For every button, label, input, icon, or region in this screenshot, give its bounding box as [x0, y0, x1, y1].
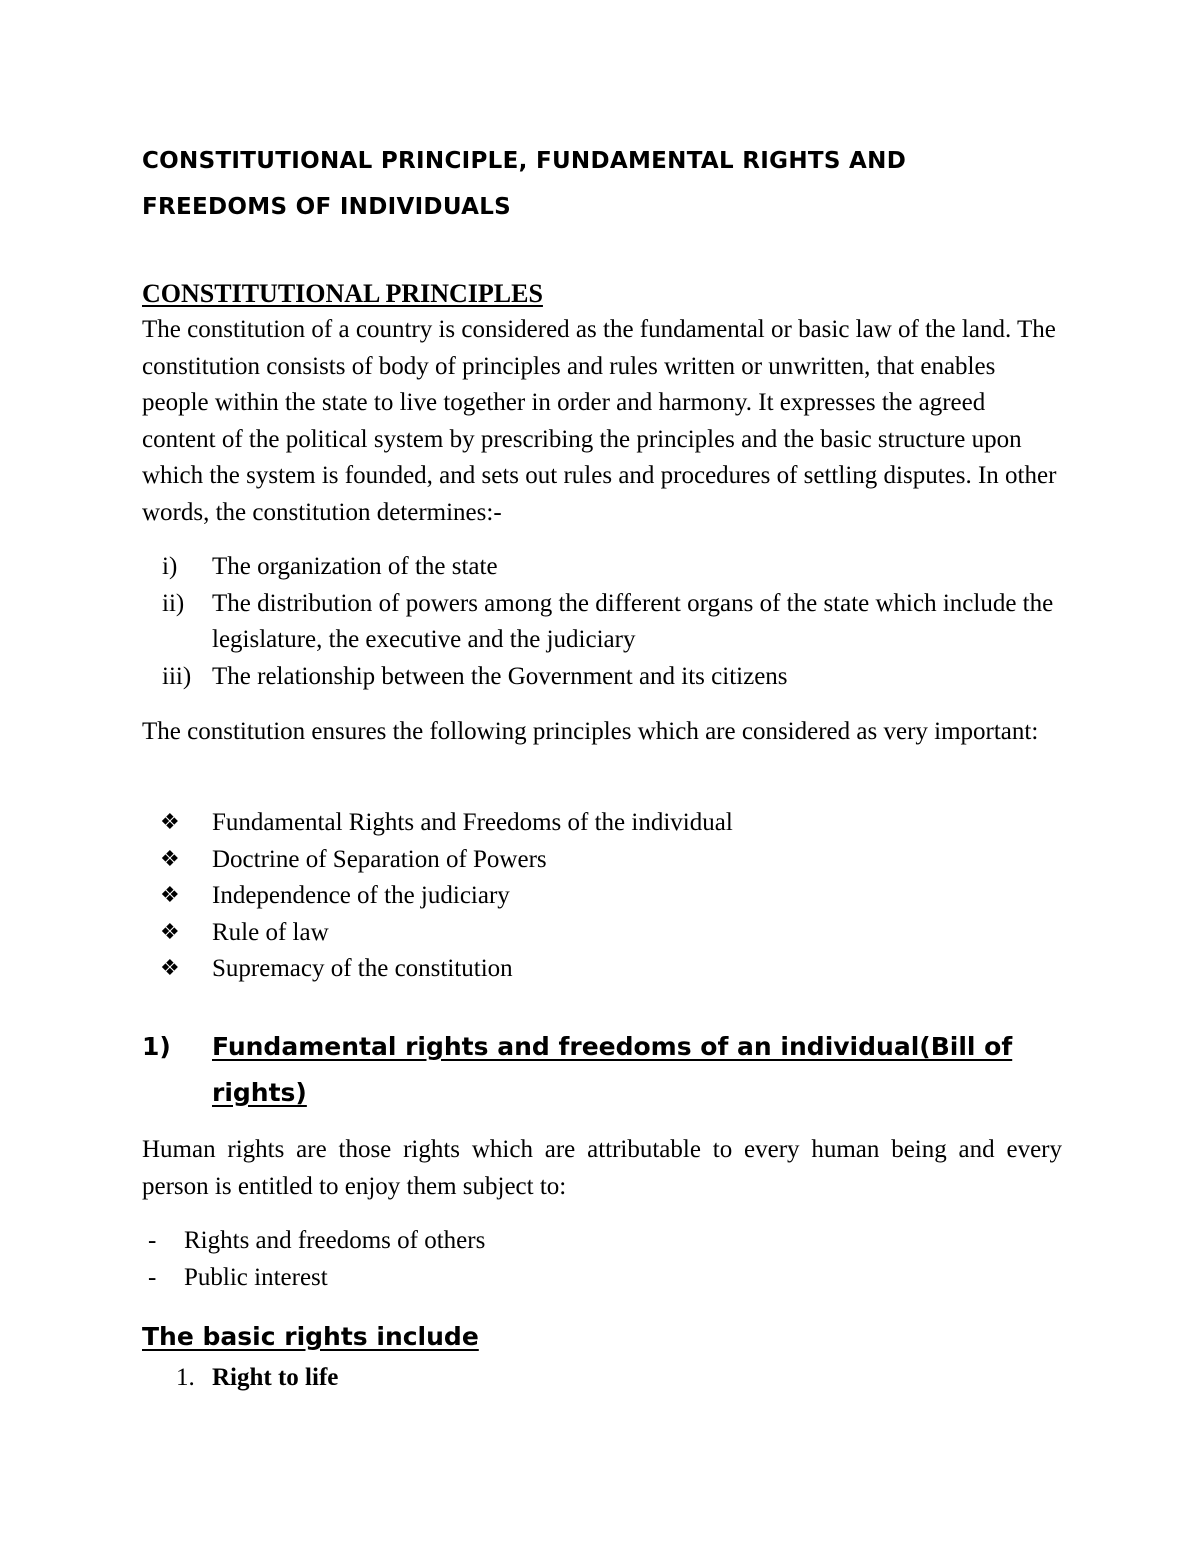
list-item [142, 1360, 338, 1396]
list-item-text: Fundamental Rights and Freedoms of the individual [212, 809, 733, 836]
list-marker: iii) [162, 662, 192, 690]
section-heading: CONSTITUTIONAL PRINCIPLES [142, 279, 543, 308]
list-item-text: Rights and freedoms of others [184, 1227, 486, 1254]
list-item [142, 878, 1062, 915]
human-rights-paragraph: Human rights are those rights which are attributable to every human being and every person is entitled to enjoy them subject to: [142, 1136, 1062, 1200]
principles-intro-paragraph: The constitution ensures the following principles which are considered as very important: [142, 718, 1039, 745]
diamond-bullet-icon: ❖ [160, 956, 180, 981]
list-item [142, 951, 1062, 988]
list-marker: i) [162, 553, 178, 580]
list-item-text: Independence of the judiciary [212, 882, 510, 909]
dash-bullet: - [148, 1263, 157, 1291]
diamond-bullet-icon: ❖ [160, 846, 180, 872]
list-item [142, 915, 1062, 952]
document-title-line-2: FREEDOMS OF INDIVIDUALS [142, 194, 512, 220]
diamond-bullet-icon: ❖ [160, 810, 180, 835]
basic-rights-list [142, 1360, 338, 1396]
heading-line-1: Fundamental rights and freedoms of an individual(Bill of [212, 1032, 1013, 1061]
document-title-line-1: CONSTITUTIONAL PRINCIPLE, FUNDAMENTAL RIGHTS AND [142, 148, 907, 174]
list-item-text: The relationship between the Government and its citizens [212, 662, 788, 690]
list-item-text: Public interest [184, 1263, 328, 1291]
list-item-text: The distribution of powers among the different organs of the state which include the legislature, the executive and the judiciary [212, 589, 1054, 653]
list-marker: ii) [162, 589, 185, 617]
dash-bullet: - [148, 1227, 157, 1254]
list-item [142, 1260, 1062, 1297]
list-item [142, 842, 1062, 879]
principles-list [142, 805, 1062, 988]
list-number: 1. [176, 1364, 195, 1391]
list-item [142, 659, 1062, 696]
list-item-text: Right to life [212, 1364, 339, 1391]
list-item [142, 805, 1062, 842]
basic-rights-heading: The basic rights include [142, 1322, 479, 1351]
list-item-text: Supremacy of the constitution [212, 955, 513, 982]
list-item-text: The organization of the state [212, 553, 498, 580]
heading-line-2: rights) [212, 1078, 307, 1107]
list-item [142, 586, 1062, 659]
list-item [142, 1223, 1062, 1260]
determines-list [142, 549, 1062, 695]
list-item [142, 549, 1062, 586]
list-item-text: Doctrine of Separation of Powers [212, 845, 547, 873]
diamond-bullet-icon: ❖ [160, 919, 180, 945]
intro-paragraph: The constitution of a country is considered as the fundamental or basic law of the land. The constitution consists of body of principles and rules written or unwritten, that enables people within the state to live together in order and harmony. It expresses the agreed content of the political system by prescribing the principles and the basic structure upon which the system is founded, and sets out rules and procedures of settling disputes. In other words, the constitution determines:- [142, 316, 1057, 526]
heading-number: 1) [142, 1032, 171, 1061]
diamond-bullet-icon: ❖ [160, 883, 180, 908]
list-item-text: Rule of law [212, 918, 329, 946]
subject-to-list [142, 1223, 1062, 1296]
